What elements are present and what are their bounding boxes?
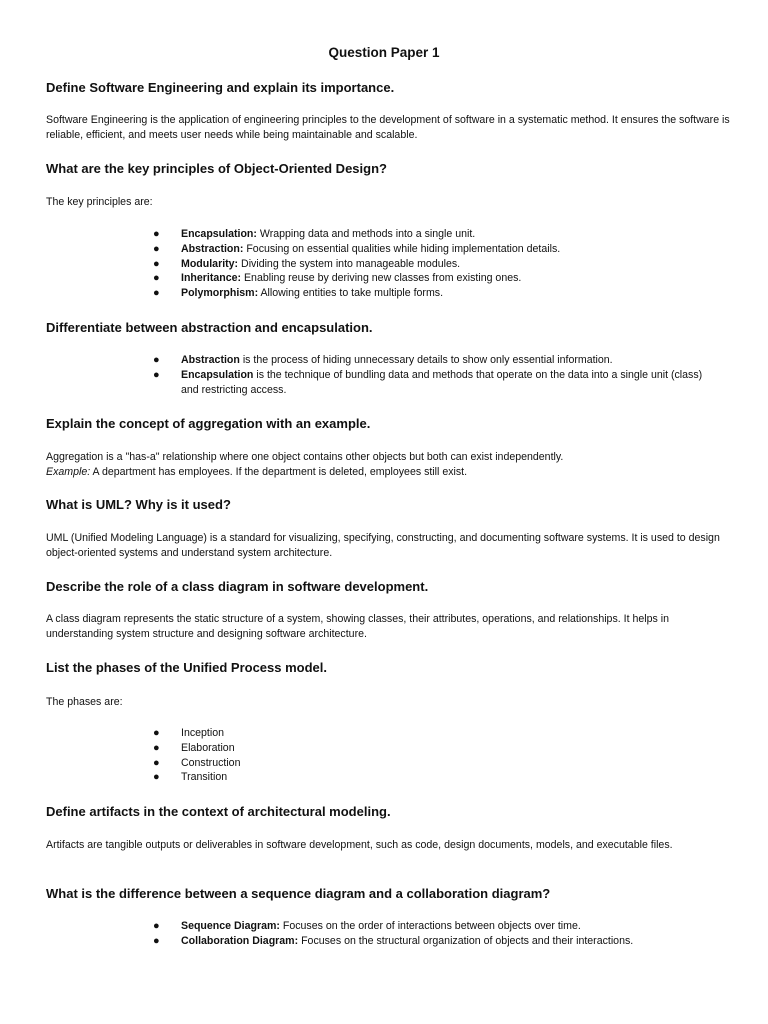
list-item: ● Inheritance: Enabling reuse by deriving new classes from existing ones. xyxy=(153,272,522,285)
question-9-heading: What is the difference between a sequence diagram and a collaboration diagram? xyxy=(46,886,551,901)
list-item: ● Construction xyxy=(153,756,241,769)
list-item: ● Polymorphism: Allowing entities to take multiple forms. xyxy=(153,287,444,300)
question-5-heading: What is UML? Why is it used? xyxy=(46,497,231,512)
bullet-icon: ● xyxy=(153,354,160,366)
answer-8: Artifacts are tangible outputs or deliverables in software development, such as code, design documents, models, and executable files. xyxy=(46,839,673,851)
page-title: Question Paper 1 xyxy=(328,45,440,60)
list-item: ● Inception xyxy=(153,727,224,739)
question-1-heading: Define Software Engineering and explain its importance. xyxy=(46,80,395,95)
question-8-heading: Define artifacts in the context of architectural modeling. xyxy=(46,804,391,819)
example-label: Example: xyxy=(46,465,91,478)
question-6-heading: Describe the role of a class diagram in software development. xyxy=(46,579,429,594)
question-4-heading: Explain the concept of aggregation with an example. xyxy=(46,416,371,431)
bullet-icon: ● xyxy=(153,242,160,255)
answer-4: Aggregation is a "has-a" relationship where one object contains other objects but both can exist independently. Example: A department has employees. If the department is deleted, employees still exist. xyxy=(46,451,564,478)
bullet-icon: ● xyxy=(153,920,160,932)
abstraction-encapsulation-list xyxy=(0,353,768,397)
bullet-icon: ● xyxy=(153,257,160,270)
list-item: ● Elaboration xyxy=(153,741,235,754)
answer-7-intro: The phases are: xyxy=(46,696,123,708)
list-item: ● Encapsulation: Wrapping data and methods into a single unit. xyxy=(153,228,476,240)
question-2-heading: What are the key principles of Object-Oriented Design? xyxy=(46,161,387,176)
bullet-icon: ● xyxy=(153,727,160,739)
bullet-icon: ● xyxy=(153,756,160,769)
list-item: ● Abstraction: Focusing on essential qualities while hiding implementation details. xyxy=(153,242,561,255)
bullet-icon: ● xyxy=(153,771,160,784)
answer-1: Software Engineering is the application of engineering principles to the development of software in a systematic method. It ensures the software is reliable, efficient, and meets user needs while being maintainable and scalable. xyxy=(46,114,730,141)
list-item: ● Sequence Diagram: Focuses on the order of interactions between objects over time. xyxy=(153,920,581,932)
list-item: ● Modularity: Dividing the system into manageable modules. xyxy=(153,257,461,270)
bullet-icon: ● xyxy=(153,287,160,300)
phases-list xyxy=(0,726,768,785)
diagram-difference-list xyxy=(0,919,768,949)
list-item: ● Abstraction is the process of hiding unnecessary details to show only essential information. xyxy=(153,354,613,366)
bullet-icon: ● xyxy=(153,741,160,754)
bullet-icon: ● xyxy=(153,272,160,285)
list-item: ● Transition xyxy=(153,771,228,784)
list-item: ● Collaboration Diagram: Focuses on the structural organization of objects and their interactions. xyxy=(153,934,634,947)
question-3-heading: Differentiate between abstraction and encapsulation. xyxy=(46,320,373,335)
answer-5: UML (Unified Modeling Language) is a standard for visualizing, specifying, constructing, and documenting software systems. It is used to design object-oriented systems and understand system architecture. xyxy=(46,532,720,559)
question-7-heading: List the phases of the Unified Process model. xyxy=(46,660,328,675)
bullet-icon: ● xyxy=(153,368,160,381)
bullet-icon: ● xyxy=(153,934,160,947)
bullet-icon: ● xyxy=(153,228,160,240)
answer-2-intro: The key principles are: xyxy=(46,196,153,208)
principles-list xyxy=(0,227,768,301)
answer-6: A class diagram represents the static structure of a system, showing classes, their attributes, operations, and relationships. It helps in understanding system structure and designing software architecture. xyxy=(46,613,669,640)
list-item: ● Encapsulation is the technique of bundling data and methods that operate on the data into a single unit (class) and restricting access. xyxy=(153,368,703,396)
